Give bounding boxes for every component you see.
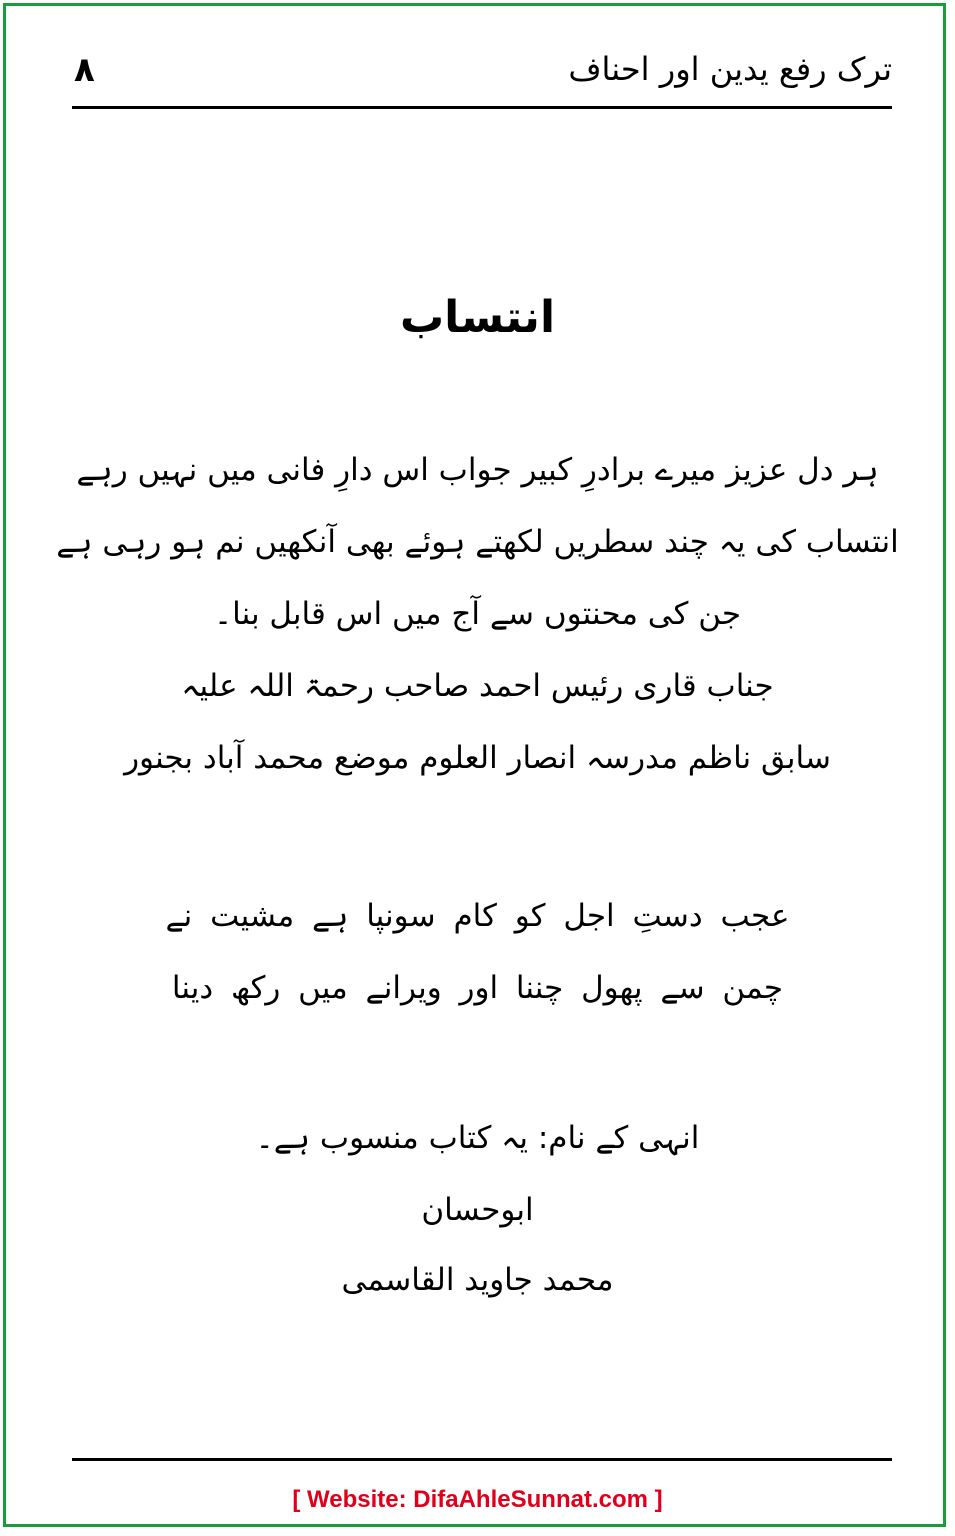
- author-name: محمد جاوید القاسمی: [341, 1262, 614, 1298]
- dedication-line-5: سابق ناظم مدرسہ انصار العلوم موضع محمد آباد بجنور: [124, 740, 831, 776]
- page-heading: انتساب: [399, 292, 556, 343]
- dedication-line-1: ہر دل عزیز میرے برادرِ کبیر جواب اس دارِ فانی میں نہیں رہے: [76, 452, 879, 488]
- website-link[interactable]: [ Website: DifaAhleSunnat.com ]: [292, 1486, 663, 1513]
- page-number: ۸: [74, 50, 95, 90]
- book-title: ترک رفع یدین اور احناف: [568, 50, 892, 88]
- dedication-statement: انہی کے نام: یہ کتاب منسوب ہے۔: [255, 1120, 700, 1156]
- couplet-line-2: چمن سے پھول چننا اور ویرانے میں رکھ دینا: [171, 970, 784, 1006]
- dedication-line-2: انتساب کی یہ چند سطریں لکھتے ہوئے بھی آنکھیں نم ہو رہی ہے: [56, 524, 899, 560]
- dedication-line-3: جن کی محنتوں سے آج میں اس قابل بنا۔: [213, 596, 742, 632]
- couplet-line-1: عجب دستِ اجل کو کام سونپا ہے مشیت نے: [165, 898, 790, 934]
- dedication-line-4: جناب قاری رئیس احمد صاحب رحمۃ اللہ علیہ: [181, 668, 774, 704]
- author-kunya: ابوحسان: [421, 1192, 534, 1228]
- footer-divider: [72, 1458, 892, 1461]
- running-header: [72, 48, 892, 109]
